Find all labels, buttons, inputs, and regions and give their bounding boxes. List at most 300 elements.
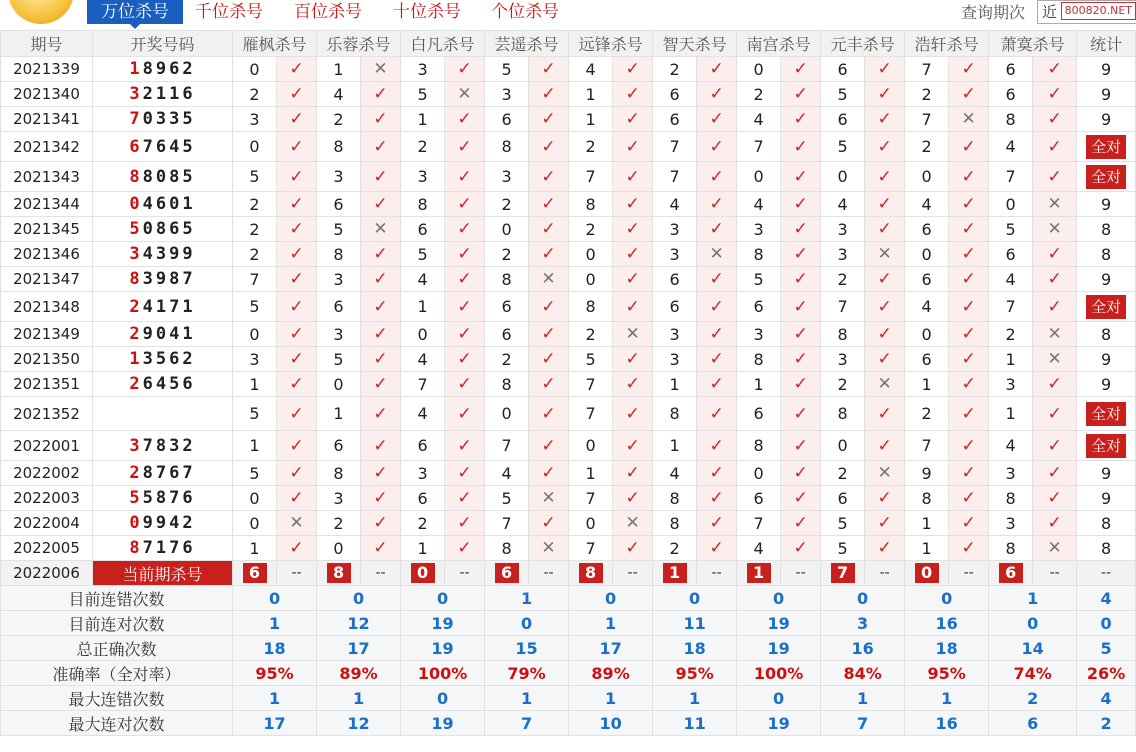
check-icon: ✓ (445, 57, 485, 82)
check-icon: ✓ (361, 132, 401, 162)
check-icon: ✓ (781, 192, 821, 217)
check-icon: ✓ (277, 486, 317, 511)
kill-number: 3 (653, 217, 697, 242)
kill-number: 8 (821, 322, 865, 347)
kill-number: 4 (401, 267, 445, 292)
kill-number: 4 (401, 347, 445, 372)
tab-5[interactable]: 个位杀号 (491, 2, 559, 22)
kill-number: 7 (905, 107, 949, 132)
kill-number: 7 (653, 132, 697, 162)
kill-number: 8 (989, 536, 1033, 561)
draw-number (93, 347, 233, 372)
check-icon: ✓ (865, 192, 905, 217)
check-icon: ✓ (781, 267, 821, 292)
kill-number: 2 (233, 242, 277, 267)
kill-number: 2 (989, 322, 1033, 347)
table-row (1, 82, 1136, 107)
kill-number: 5 (821, 82, 865, 107)
summary-value: 95% (905, 661, 989, 686)
check-icon: ✓ (865, 217, 905, 242)
check-icon: ✓ (949, 431, 989, 461)
kill-number: 0 (821, 162, 865, 192)
kill-number: 2 (905, 132, 949, 162)
kill-number: 0 (737, 57, 781, 82)
summary-label: 最大连对次数 (1, 711, 233, 736)
kill-number: 6 (989, 57, 1033, 82)
kill-number: 6 (905, 267, 949, 292)
kill-number: 3 (989, 461, 1033, 486)
summary-value: 18 (233, 636, 317, 661)
summary-value: 79% (485, 661, 569, 686)
site-logo (8, 0, 74, 24)
stat-cell: 9 (1077, 372, 1136, 397)
summary-value: 11 (653, 711, 737, 736)
check-icon: ✓ (949, 292, 989, 322)
check-icon: ✓ (1033, 486, 1077, 511)
summary-value: 2 (989, 686, 1077, 711)
draw-number (93, 82, 233, 107)
kill-number: 0 (905, 242, 949, 267)
check-icon: ✓ (529, 322, 569, 347)
summary-stat: 5 (1077, 636, 1136, 661)
kill-number: 8 (485, 372, 529, 397)
kill-number: 0 (905, 322, 949, 347)
kill-number: 8 (485, 267, 529, 292)
kill-number: 6 (905, 347, 949, 372)
kill-number: 1 (737, 372, 781, 397)
check-icon: ✓ (613, 536, 653, 561)
check-icon: ✓ (529, 372, 569, 397)
kill-number: 1 (653, 372, 697, 397)
cross-icon: ✕ (1033, 347, 1077, 372)
kill-number: 6 (485, 322, 529, 347)
cross-icon: ✕ (1033, 536, 1077, 561)
kill-number: 2 (905, 82, 949, 107)
pending-mark: -- (1033, 561, 1077, 586)
table-row (1, 372, 1136, 397)
summary-row (1, 586, 1136, 611)
kill-number: 4 (737, 107, 781, 132)
cross-icon: ✕ (613, 322, 653, 347)
check-icon: ✓ (277, 132, 317, 162)
draw-digit-rest: 4171 (142, 296, 196, 317)
check-icon: ✓ (529, 217, 569, 242)
check-icon: ✓ (697, 132, 737, 162)
kill-number: 2 (233, 192, 277, 217)
summary-value: 15 (485, 636, 569, 661)
kill-number: 4 (485, 461, 529, 486)
check-icon: ✓ (529, 347, 569, 372)
kill-number: 5 (737, 267, 781, 292)
summary-value: 1 (485, 586, 569, 611)
stat-cell: 9 (1077, 82, 1136, 107)
check-icon: ✓ (1033, 372, 1077, 397)
tab-3[interactable]: 百位杀号 (294, 2, 362, 22)
summary-row (1, 661, 1136, 686)
check-icon: ✓ (445, 267, 485, 292)
check-icon: ✓ (361, 242, 401, 267)
kill-number: 8 (569, 192, 613, 217)
summary-value: 0 (401, 686, 485, 711)
kill-number: 1 (233, 431, 277, 461)
kill-number: 2 (737, 82, 781, 107)
stat-cell (1077, 397, 1136, 431)
kill-number: 2 (401, 511, 445, 536)
period-cell: 2021340 (1, 82, 93, 107)
table-row (1, 192, 1136, 217)
kill-number: 2 (821, 267, 865, 292)
check-icon: ✓ (361, 82, 401, 107)
kill-number: 2 (485, 192, 529, 217)
draw-number (93, 57, 233, 82)
check-icon: ✓ (613, 217, 653, 242)
kill-number: 5 (233, 397, 277, 431)
check-icon: ✓ (613, 461, 653, 486)
summary-value: 19 (737, 636, 821, 661)
check-icon: ✓ (361, 397, 401, 431)
summary-value: 1 (233, 611, 317, 636)
check-icon: ✓ (445, 242, 485, 267)
draw-number (93, 217, 233, 242)
draw-number (93, 536, 233, 561)
check-icon: ✓ (445, 461, 485, 486)
check-icon: ✓ (529, 132, 569, 162)
check-icon: ✓ (277, 162, 317, 192)
pending-mark: -- (697, 561, 737, 586)
draw-digit-first: 3 (129, 435, 143, 456)
kill-number: 1 (233, 372, 277, 397)
summary-label: 目前连错次数 (1, 586, 233, 611)
draw-number (93, 242, 233, 267)
kill-number: 5 (569, 347, 613, 372)
summary-value: 19 (401, 611, 485, 636)
check-icon: ✓ (949, 511, 989, 536)
check-icon: ✓ (781, 431, 821, 461)
cross-icon: ✕ (1033, 217, 1077, 242)
kill-number: 4 (653, 192, 697, 217)
check-icon: ✓ (949, 347, 989, 372)
check-icon: ✓ (361, 372, 401, 397)
check-icon: ✓ (277, 267, 317, 292)
kill-number: 3 (401, 57, 445, 82)
check-icon: ✓ (865, 292, 905, 322)
summary-value: 0 (737, 586, 821, 611)
check-icon: ✓ (865, 57, 905, 82)
cross-icon: ✕ (445, 82, 485, 107)
kill-number: 7 (821, 292, 865, 322)
kill-number: 0 (317, 536, 361, 561)
header-stat: 统计 (1077, 31, 1136, 57)
all-correct-badge: 全对 (1086, 434, 1126, 458)
draw-digit-first: 5 (129, 488, 143, 508)
kill-number: 5 (821, 511, 865, 536)
current-kill-cell (569, 561, 613, 586)
check-icon: ✓ (697, 461, 737, 486)
current-kill-number: 1 (747, 563, 771, 583)
summary-value: 1 (569, 686, 653, 711)
kill-number: 6 (317, 292, 361, 322)
summary-value: 16 (905, 611, 989, 636)
summary-value: 19 (737, 611, 821, 636)
tab-2[interactable]: 千位杀号 (195, 2, 263, 22)
kill-number: 0 (233, 486, 277, 511)
kill-number: 6 (401, 217, 445, 242)
summary-value: 0 (485, 611, 569, 636)
check-icon: ✓ (277, 107, 317, 132)
cross-icon: ✕ (1033, 322, 1077, 347)
cross-icon: ✕ (697, 242, 737, 267)
kill-number: 6 (737, 292, 781, 322)
kill-number: 3 (317, 322, 361, 347)
kill-number: 5 (317, 217, 361, 242)
draw-digit-first: 7 (129, 109, 143, 129)
check-icon: ✓ (697, 192, 737, 217)
kill-number: 2 (569, 322, 613, 347)
kill-number: 2 (821, 461, 865, 486)
stat-cell: 9 (1077, 267, 1136, 292)
kill-number: 8 (653, 511, 697, 536)
check-icon: ✓ (277, 372, 317, 397)
check-icon: ✓ (529, 82, 569, 107)
draw-digit-first: 2 (129, 463, 143, 483)
summary-value: 0 (653, 586, 737, 611)
check-icon: ✓ (613, 372, 653, 397)
kill-number: 3 (401, 461, 445, 486)
check-icon: ✓ (613, 431, 653, 461)
kill-number: 6 (401, 431, 445, 461)
check-icon: ✓ (865, 107, 905, 132)
draw-digit-first: 3 (129, 84, 143, 104)
kill-number: 2 (653, 57, 697, 82)
check-icon: ✓ (949, 242, 989, 267)
kill-number: 7 (569, 372, 613, 397)
cross-icon: ✕ (529, 267, 569, 292)
tab-1[interactable]: 万位杀号 (87, 0, 183, 24)
kill-number: 8 (737, 242, 781, 267)
check-icon: ✓ (949, 267, 989, 292)
check-icon: ✓ (613, 347, 653, 372)
kill-number: 2 (317, 107, 361, 132)
cross-icon: ✕ (865, 372, 905, 397)
pending-mark: -- (949, 561, 989, 586)
draw-digit-rest: 9942 (142, 513, 196, 533)
check-icon: ✓ (277, 347, 317, 372)
kill-number: 8 (317, 132, 361, 162)
summary-value: 1 (485, 686, 569, 711)
kill-number: 2 (485, 347, 529, 372)
summary-stat: 4 (1077, 586, 1136, 611)
table-row (1, 536, 1136, 561)
kill-number: 6 (821, 57, 865, 82)
kill-number: 5 (401, 82, 445, 107)
check-icon: ✓ (949, 372, 989, 397)
kill-number: 0 (737, 461, 781, 486)
current-kill-cell (233, 561, 277, 586)
period-cell: 2021339 (1, 57, 93, 82)
table-row (1, 397, 1136, 431)
table-row (1, 486, 1136, 511)
check-icon: ✓ (445, 132, 485, 162)
current-kill-cell (821, 561, 865, 586)
check-icon: ✓ (697, 322, 737, 347)
stat-cell: 9 (1077, 107, 1136, 132)
kill-number: 0 (905, 162, 949, 192)
check-icon: ✓ (529, 292, 569, 322)
summary-value: 0 (989, 611, 1077, 636)
all-correct-badge: 全对 (1086, 295, 1126, 319)
kill-number: 6 (737, 397, 781, 431)
kill-number: 5 (233, 292, 277, 322)
check-icon: ✓ (1033, 107, 1077, 132)
summary-value: 17 (233, 711, 317, 736)
summary-value: 11 (653, 611, 737, 636)
draw-digit-first: 8 (129, 166, 143, 187)
kill-number: 2 (401, 132, 445, 162)
kill-number: 0 (569, 511, 613, 536)
header-expert: 浩轩杀号 (905, 31, 989, 57)
stat-cell: 8 (1077, 217, 1136, 242)
kill-number: 3 (821, 217, 865, 242)
kill-number: 8 (485, 536, 529, 561)
check-icon: ✓ (277, 431, 317, 461)
check-icon: ✓ (697, 82, 737, 107)
draw-digit-first: 8 (129, 538, 143, 558)
draw-digit-rest: 9041 (142, 324, 196, 344)
check-icon: ✓ (697, 107, 737, 132)
summary-value: 100% (401, 661, 485, 686)
draw-digit-rest: 0335 (142, 109, 196, 129)
check-icon: ✓ (529, 162, 569, 192)
current-period-row (1, 561, 1136, 586)
draw-digit-first: 0 (129, 194, 143, 214)
draw-digit-first: 3 (129, 244, 143, 264)
kill-number: 3 (989, 372, 1033, 397)
period-cell: 2021345 (1, 217, 93, 242)
kill-number: 7 (905, 57, 949, 82)
draw-digit-first: 2 (129, 374, 143, 394)
kill-number: 0 (233, 132, 277, 162)
current-kill-number: 6 (495, 563, 519, 583)
stat-cell: 9 (1077, 461, 1136, 486)
kill-number: 6 (821, 486, 865, 511)
summary-value: 0 (233, 586, 317, 611)
check-icon: ✓ (613, 57, 653, 82)
kill-number: 8 (737, 347, 781, 372)
summary-value: 1 (233, 686, 317, 711)
kill-number: 3 (737, 217, 781, 242)
summary-value: 16 (821, 636, 905, 661)
check-icon: ✓ (1033, 242, 1077, 267)
summary-value: 19 (401, 711, 485, 736)
check-icon: ✓ (865, 536, 905, 561)
cross-icon: ✕ (361, 57, 401, 82)
kill-number: 2 (569, 217, 613, 242)
check-icon: ✓ (781, 511, 821, 536)
summary-value: 17 (569, 636, 653, 661)
table-row (1, 347, 1136, 372)
current-kill-cell (317, 561, 361, 586)
cross-icon: ✕ (529, 486, 569, 511)
draw-number (93, 322, 233, 347)
kill-number: 3 (989, 511, 1033, 536)
cross-icon: ✕ (529, 536, 569, 561)
check-icon: ✓ (361, 347, 401, 372)
current-kill-number: 0 (411, 563, 435, 583)
period-cell: 2022003 (1, 486, 93, 511)
summary-label: 总正确次数 (1, 636, 233, 661)
table-row (1, 431, 1136, 461)
summary-value: 0 (317, 586, 401, 611)
check-icon: ✓ (697, 431, 737, 461)
kill-number: 1 (989, 347, 1033, 372)
kill-number: 5 (821, 536, 865, 561)
kill-number: 5 (485, 486, 529, 511)
check-icon: ✓ (277, 536, 317, 561)
kill-number: 0 (569, 431, 613, 461)
header-expert: 乐蓉杀号 (317, 31, 401, 57)
kill-number: 7 (653, 162, 697, 192)
check-icon: ✓ (361, 431, 401, 461)
check-icon: ✓ (277, 461, 317, 486)
draw-digit-rest: 7832 (142, 435, 196, 456)
check-icon: ✓ (781, 461, 821, 486)
summary-value: 1 (317, 686, 401, 711)
kill-number-table (0, 30, 1136, 736)
summary-label: 最大连错次数 (1, 686, 233, 711)
check-icon: ✓ (781, 132, 821, 162)
kill-number: 3 (653, 322, 697, 347)
draw-digit-rest: 8767 (142, 463, 196, 483)
kill-number: 6 (989, 82, 1033, 107)
kill-number: 0 (233, 322, 277, 347)
kill-number: 7 (485, 511, 529, 536)
check-icon: ✓ (781, 82, 821, 107)
kill-number: 3 (233, 107, 277, 132)
kill-number: 2 (821, 372, 865, 397)
period-cell: 2022001 (1, 431, 93, 461)
summary-value: 7 (821, 711, 905, 736)
kill-number: 5 (485, 57, 529, 82)
kill-number: 7 (989, 292, 1033, 322)
check-icon: ✓ (613, 162, 653, 192)
check-icon: ✓ (361, 536, 401, 561)
check-icon: ✓ (865, 322, 905, 347)
check-icon: ✓ (949, 192, 989, 217)
check-icon: ✓ (361, 461, 401, 486)
check-icon: ✓ (949, 57, 989, 82)
current-kill-number: 1 (663, 563, 687, 583)
stat-cell (1077, 132, 1136, 162)
header-expert: 雁枫杀号 (233, 31, 317, 57)
check-icon: ✓ (781, 536, 821, 561)
kill-number: 4 (989, 431, 1033, 461)
kill-number: 8 (401, 192, 445, 217)
check-icon: ✓ (697, 536, 737, 561)
check-icon: ✓ (1033, 82, 1077, 107)
all-correct-badge: 全对 (1086, 402, 1126, 426)
kill-number: 0 (401, 322, 445, 347)
check-icon: ✓ (949, 486, 989, 511)
kill-number: 3 (401, 162, 445, 192)
period-cell: 2021347 (1, 267, 93, 292)
kill-number: 4 (737, 536, 781, 561)
tab-4[interactable]: 十位杀号 (393, 2, 461, 22)
current-kill-number: 7 (831, 563, 855, 583)
check-icon: ✓ (445, 536, 485, 561)
summary-value: 0 (569, 586, 653, 611)
table-row (1, 511, 1136, 536)
summary-value: 100% (737, 661, 821, 686)
